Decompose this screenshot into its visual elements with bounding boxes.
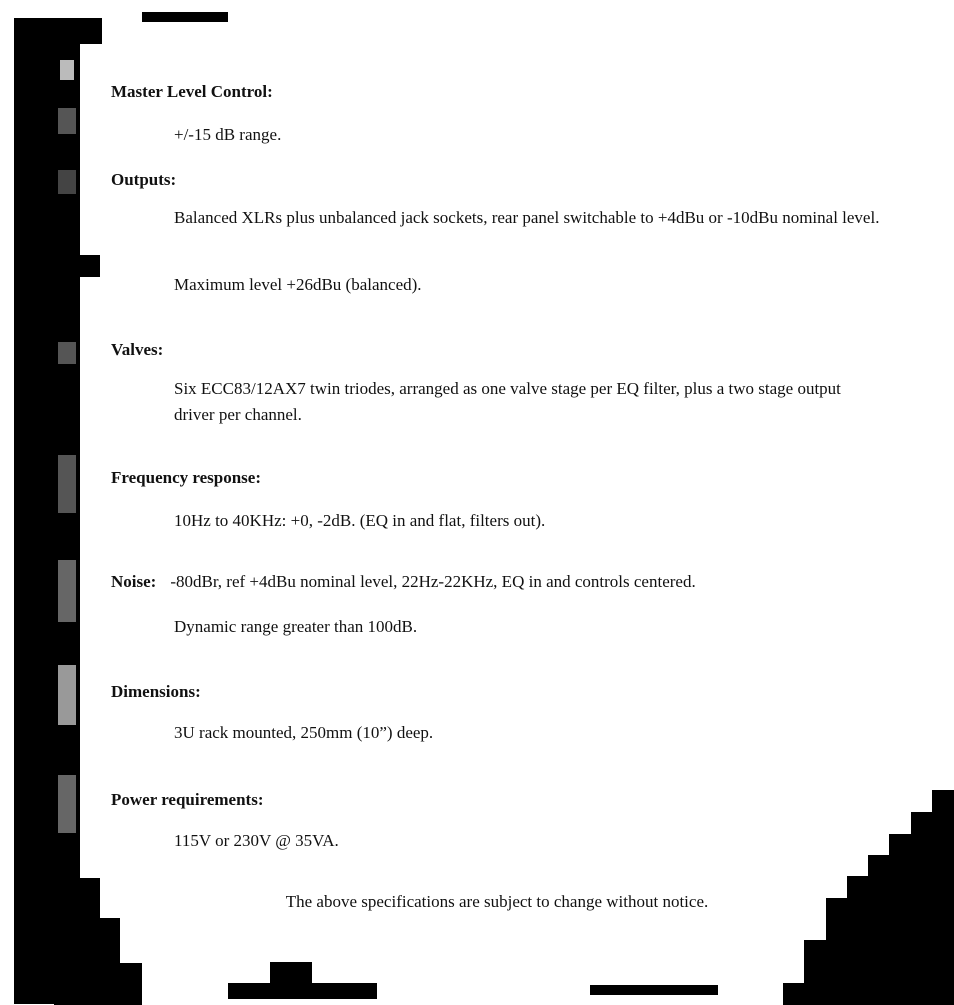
section-heading-power-requirements: Power requirements:	[111, 790, 264, 809]
noise-row	[111, 572, 696, 592]
section-heading-valves: Valves:	[111, 340, 164, 359]
master-level-text: +/-15 dB range.	[174, 125, 282, 144]
outputs-text: Balanced XLRs plus unbalanced jack sockets, rear panel switchable to +4dBu or -10dBu nominal level.	[174, 208, 880, 227]
section-heading-frequency-response: Frequency response:	[111, 468, 262, 487]
section-heading-master-level: Master Level Control:	[111, 82, 273, 101]
dynamic-range-text: Dynamic range greater than 100dB.	[174, 617, 418, 636]
power-requirements-text: 115V or 230V @ 35VA.	[174, 831, 339, 850]
section-heading-dimensions: Dimensions:	[111, 682, 201, 701]
noise-text: -80dBr, ref +4dBu nominal level, 22Hz-22KHz, EQ in and controls centered.	[170, 572, 696, 591]
outputs-max-level: Maximum level +26dBu (balanced).	[174, 275, 422, 294]
dimensions-text: 3U rack mounted, 250mm (10”) deep.	[174, 723, 434, 742]
section-heading-outputs: Outputs:	[111, 170, 177, 189]
frequency-response-text: 10Hz to 40KHz: +0, -2dB. (EQ in and flat, filters out).	[174, 511, 546, 530]
valves-text: Six ECC83/12AX7 twin triodes, arranged as one valve stage per EQ filter, plus a two stage output driver per channel.	[174, 379, 841, 424]
noise-label: Noise:	[111, 572, 157, 591]
scan-mark-top	[142, 12, 228, 22]
footer-notice: The above specifications are subject to change without notice.	[285, 892, 709, 911]
